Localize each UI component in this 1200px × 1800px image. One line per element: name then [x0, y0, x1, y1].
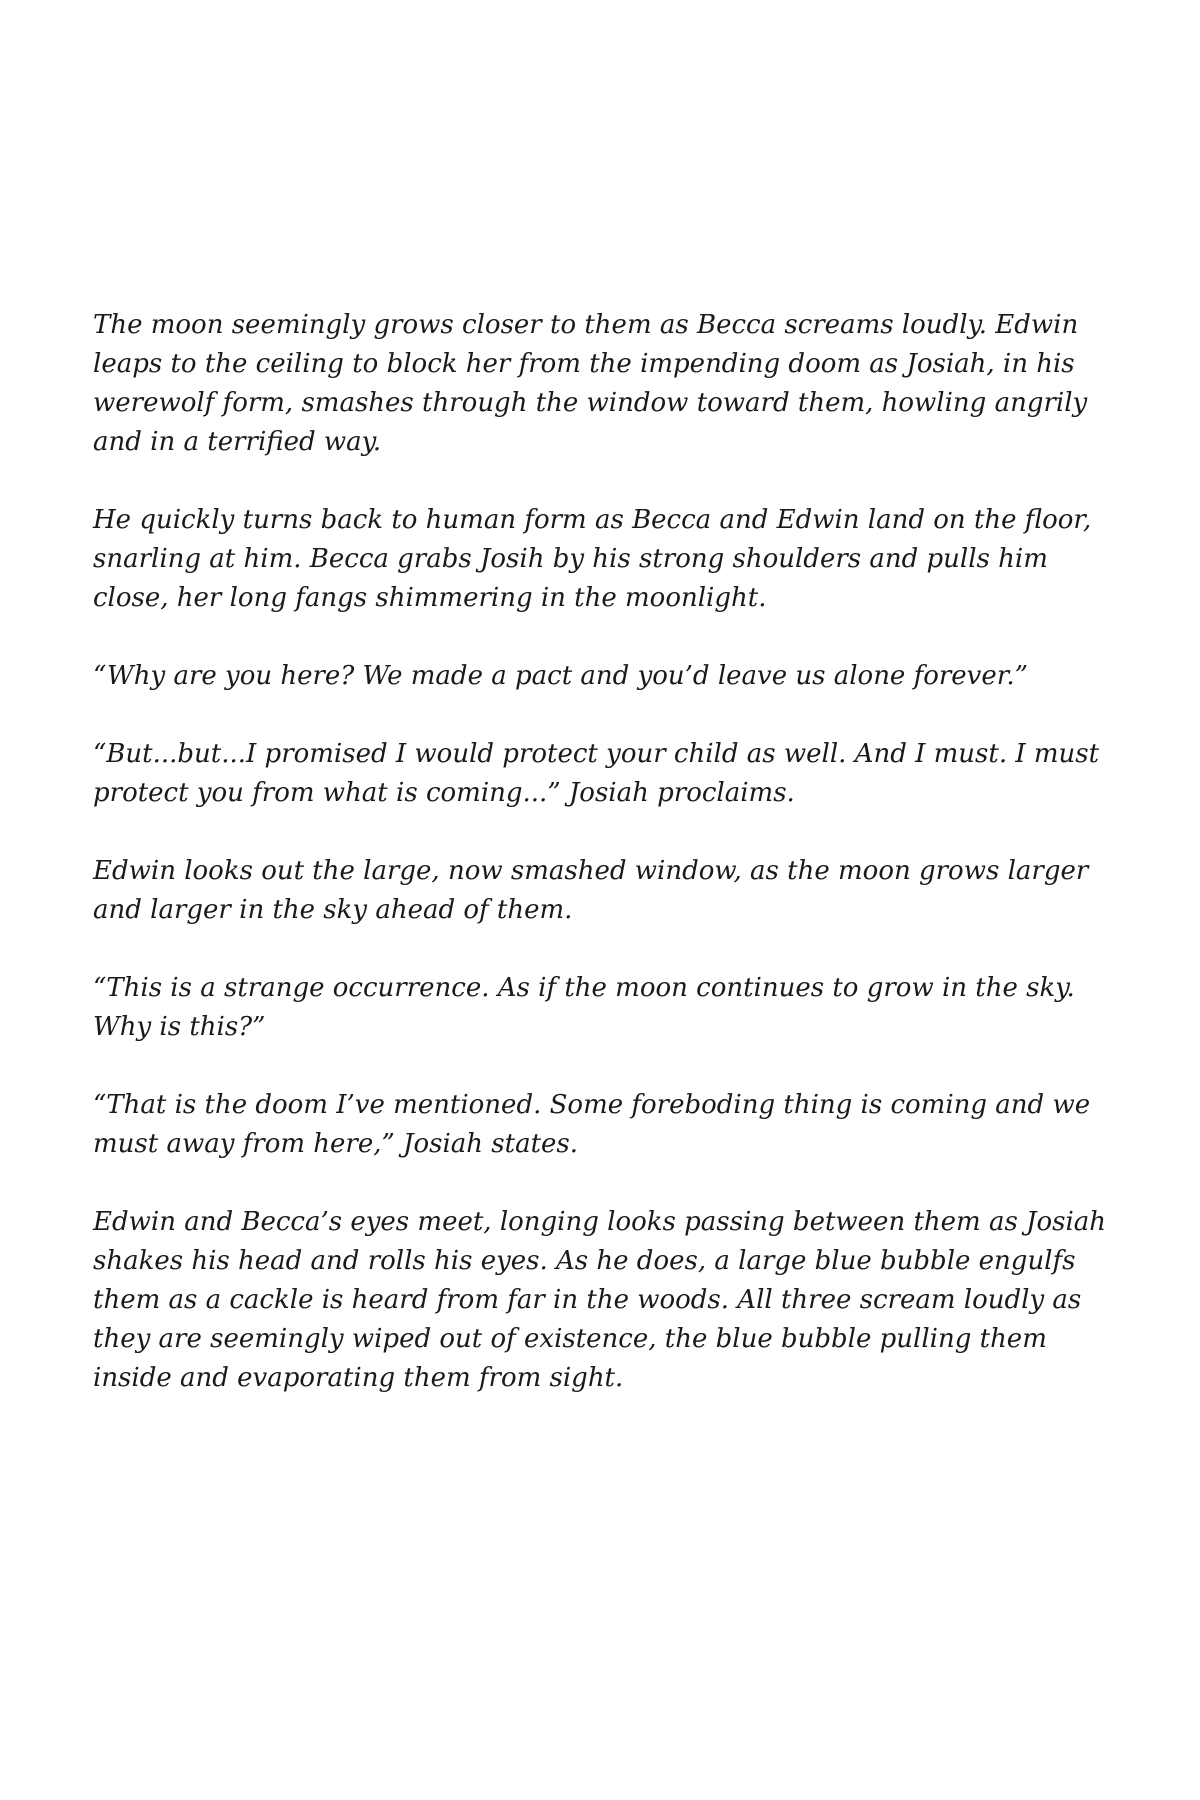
paragraph-7: “That is the doom I’ve mentioned. Some foreboding thing is coming and we must away from here,” Josiah states.: [93, 1090, 1091, 1159]
paragraph-5: Edwin looks out the large, now smashed window, as the moon grows larger and larger in the sky ahead of them.: [93, 856, 1089, 925]
paragraph-2: He quickly turns back to human form as Becca and Edwin land on the floor, snarling at him. Becca grabs Josih by his strong shoulders and pulls him close, her long fangs shimmering in the moonlight.: [93, 505, 1092, 613]
paragraph-6: “This is a strange occurrence. As if the moon continues to grow in the sky. Why is this?”: [93, 973, 1075, 1042]
story-text: [93, 306, 1123, 1398]
paragraph-1: The moon seemingly grows closer to them as Becca screams loudly. Edwin leaps to the ceiling to block her from the impending doom as Josiah, in his werewolf form, smashes through the window toward them, howling angrily and in a terrified way.: [93, 310, 1088, 457]
paragraph-3: “Why are you here? We made a pact and you’d leave us alone forever.”: [93, 661, 1028, 691]
paragraph-8: Edwin and Becca’s eyes meet, longing looks passing between them as Josiah shakes his head and rolls his eyes. As he does, a large blue bubble engulfs them as a cackle is heard from far in the woods. All three scream loudly as they are seemingly wiped out of existence, the blue bubble pulling them inside and evaporating them from sight.: [93, 1207, 1107, 1393]
paragraph-4: “But...but...I promised I would protect your child as well. And I must. I must protect you from what is coming...” Josiah proclaims.: [93, 739, 1100, 808]
